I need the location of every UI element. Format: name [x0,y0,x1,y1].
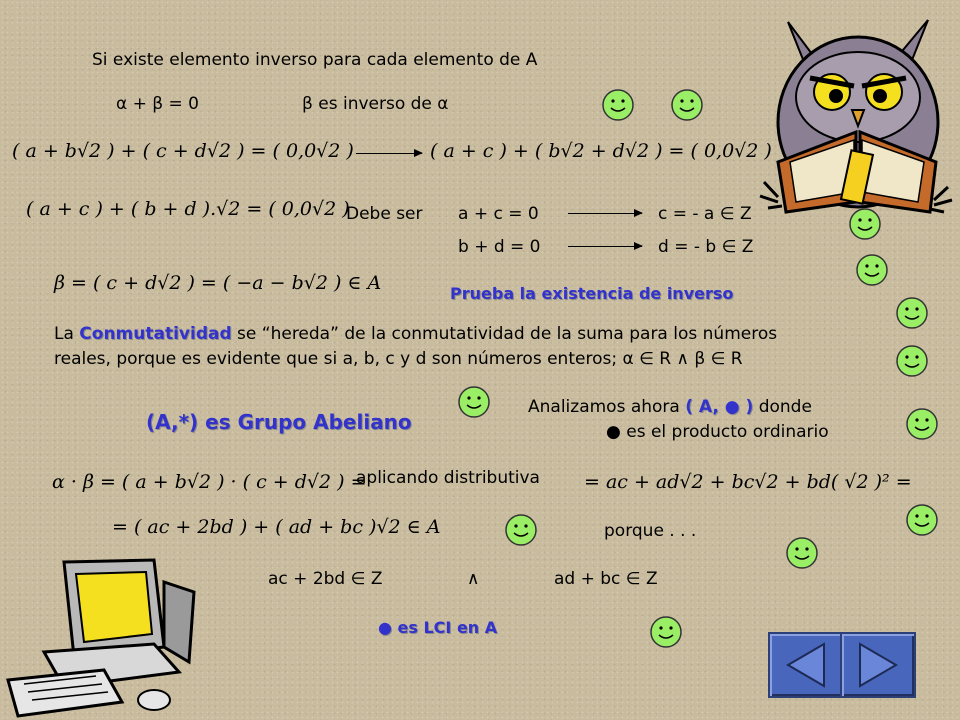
arrow-3 [568,246,642,247]
aplicando-distributiva: aplicando distributiva [356,468,540,488]
intro-line: Si existe elemento inverso para cada elemento de A [92,50,538,70]
beta-inverse-statement: β es inverso de α [302,94,449,114]
analizamos-line [528,397,812,417]
structure-a-dot: ( A, ● ) [685,397,754,417]
alpha-beta-sum: α + β = 0 [116,94,199,114]
lci-title: ● es LCI en A [378,618,498,637]
smiley-icon [905,407,939,441]
smiley-icon [649,615,683,649]
porque-label: porque . . . [604,521,697,541]
arrow-2 [568,213,642,214]
condition-1: a + c = 0 [458,204,539,224]
smiley-icon [457,385,491,419]
producto-ordinario: ● es el producto ordinario [606,422,829,442]
and-symbol: ∧ [467,569,480,589]
next-slide-button[interactable] [840,632,916,698]
conm-suffix: se “hereda” de la conmutatividad de la suma para los números [231,324,778,344]
equation-4: = ( ac + 2bd ) + ( ad + bc )√2 ∈ A [112,516,441,538]
smiley-icon [601,88,635,122]
smiley-icon [670,88,704,122]
ad-bc-statement: ad + bc ∈ Z [554,569,658,589]
beta-equation: β = ( c + d√2 ) = ( −a − b√2 ) ∈ A [54,272,382,294]
analizamos-suffix: donde [753,397,812,417]
arrow-right-icon [842,634,914,696]
prueba-inverso-title: Prueba la existencia de inverso [450,284,734,303]
conmutatividad-line1 [54,324,777,344]
conmutatividad-word: Conmutatividad [79,324,232,344]
ac-2bd-statement: ac + 2bd ∈ Z [268,569,383,589]
equation-3-right: = ac + ad√2 + bc√2 + bd( √2 )² = [584,471,912,493]
smiley-icon [905,503,939,537]
smiley-icon [895,296,929,330]
condition-2: b + d = 0 [458,237,541,257]
equation-1-right: ( a + c ) + ( b√2 + d√2 ) = ( 0,0√2 ) [430,140,772,162]
equation-3-left: α · β = ( a + b√2 ) · ( c + d√2 ) = [52,471,367,493]
analizamos-prefix: Analizamos ahora [528,397,686,417]
conmutatividad-line2: reales, porque es evidente que si a, b, c y d son números enteros; α ∈ R ∧ β ∈ R [54,349,743,369]
arrow-1 [356,153,422,154]
smiley-icon [895,344,929,378]
conm-prefix: La [54,324,80,344]
result-2: d = - b ∈ Z [658,237,754,257]
owl-reading-book-illustration [758,12,954,217]
smiley-icon [785,536,819,570]
arrow-left-icon [770,634,842,696]
grupo-abeliano-title: (A,*) es Grupo Abeliano [146,410,412,434]
smiley-icon [848,207,882,241]
smiley-icon [855,253,889,287]
computer-illustration [4,552,200,718]
previous-slide-button[interactable] [768,632,844,698]
smiley-icon [504,513,538,547]
result-1: c = - a ∈ Z [658,204,752,224]
debe-ser-label: Debe ser [346,204,423,224]
equation-2: ( a + c ) + ( b + d ).√2 = ( 0,0√2 ) [26,198,350,220]
equation-1-left: ( a + b√2 ) + ( c + d√2 ) = ( 0,0√2 ) [12,140,354,162]
